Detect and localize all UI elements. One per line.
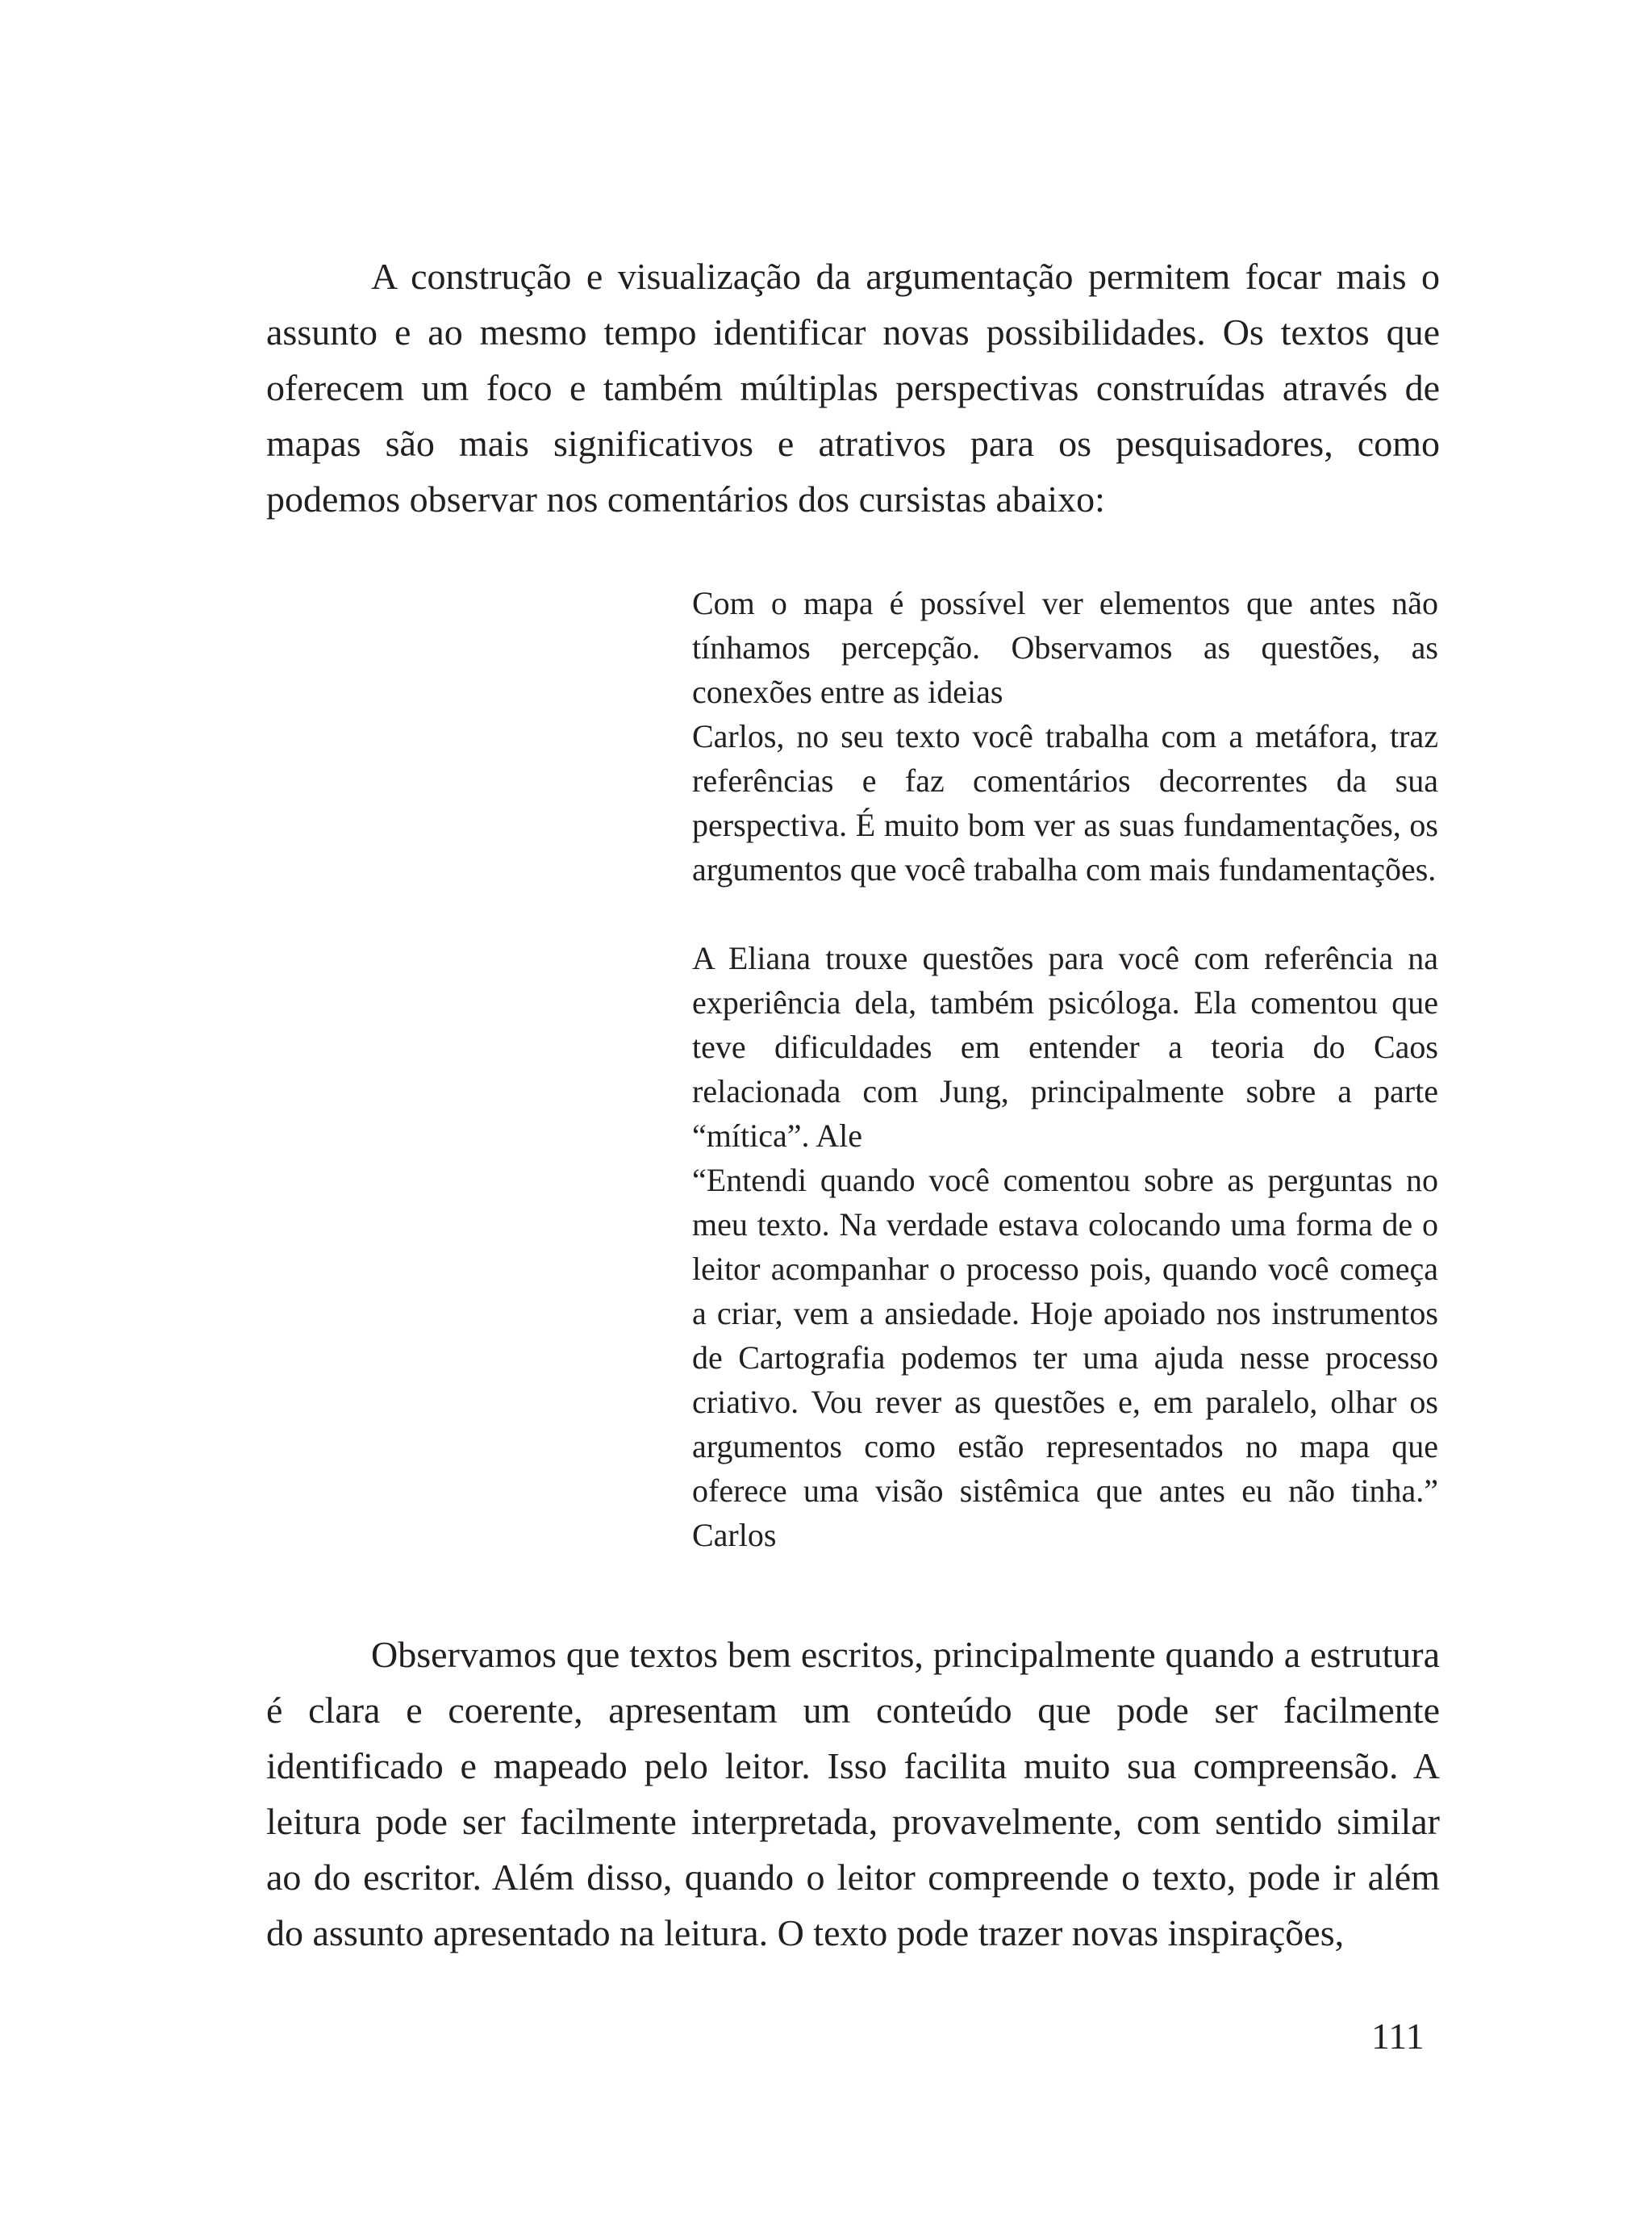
body-paragraph-1: A construção e visualização da argumentação permitem focar mais o assunto e ao mesmo tempo identificar novas possibilidades. Os textos que oferecem um foco e também múltiplas perspectivas construídas através de mapas são mais significativos e atrativos para os pesquisadores, como podemos observar nos comentários dos cursistas abaixo: bbox=[266, 256, 1440, 520]
page-number: 111 bbox=[1371, 2016, 1425, 2057]
body-paragraph-2: Observamos que textos bem escritos, principalmente quando a estrutura é clara e coerente, apresentam um conteúdo que pode ser facilmente identificado e mapeado pelo leitor. Isso facilita muito sua compreensão. A leitura pode ser facilmente interpretada, provavelmente, com sentido similar ao do escritor. Além disso, quando o leitor compreende o texto, pode ir além do assunto apresentado na leitura. O texto pode trazer novas inspirações, bbox=[266, 1634, 1440, 1953]
block-quote bbox=[692, 581, 1438, 1557]
quote-paragraph-1: Com o mapa é possível ver elementos que antes não tínhamos percepção. Observamos as questões, as conexões entre as ideias bbox=[692, 585, 1438, 710]
quote-paragraph-2: Carlos, no seu texto você trabalha com a metáfora, traz referências e faz comentários decorrentes da sua perspectiva. É muito bom ver as suas fundamentações, os argumentos que você trabalha com mais fundamentações. bbox=[692, 718, 1438, 888]
quote-paragraph-3: A Eliana trouxe questões para você com referência na experiência dela, também psicóloga. Ela comentou que teve dificuldades em entender a teoria do Caos relacionada com Jung, principalmente sobre a parte “mítica”. Ale bbox=[692, 940, 1438, 1154]
quote-paragraph-4: “Entendi quando você comentou sobre as perguntas no meu texto. Na verdade estava colocando uma forma de o leitor acompanhar o processo pois, quando você começa a criar, vem a ansiedade. Hoje apoiado nos instrumentos de Cartografia podemos ter uma ajuda nesse processo criativo. Vou rever as questões e, em paralelo, olhar os argumentos como estão representados no mapa que oferece uma visão sistêmica que antes eu não tinha.” Carlos bbox=[692, 1162, 1438, 1553]
